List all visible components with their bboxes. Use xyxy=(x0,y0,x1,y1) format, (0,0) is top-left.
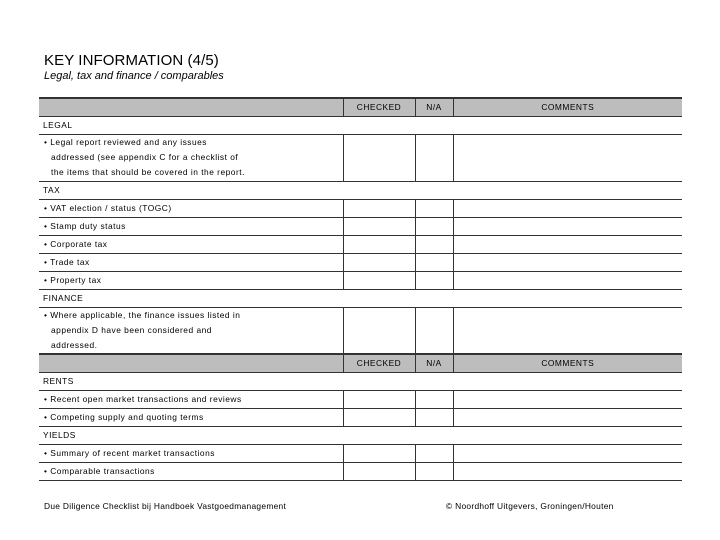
checklist-item-trade-tax: • Trade tax xyxy=(39,254,343,272)
checked-cell[interactable] xyxy=(343,236,415,254)
checklist-item-summary-transactions: • Summary of recent market transactions xyxy=(39,445,343,463)
column-header-checked: CHECKED xyxy=(343,98,415,117)
checklist-row xyxy=(39,445,682,463)
column-header-na: N/A xyxy=(415,354,453,373)
page-title: KEY INFORMATION (4/5) xyxy=(44,52,219,69)
checked-cell[interactable] xyxy=(343,463,415,481)
comments-cell[interactable] xyxy=(453,409,682,427)
checked-cell[interactable] xyxy=(343,200,415,218)
checklist-item-vat: • VAT election / status (TOGC) xyxy=(39,200,343,218)
checklist-row xyxy=(39,409,682,427)
na-cell[interactable] xyxy=(415,200,453,218)
comments-cell[interactable] xyxy=(453,445,682,463)
column-header-comments: COMMENTS xyxy=(453,354,682,373)
checklist-item-finance-issues xyxy=(39,308,343,355)
comments-cell[interactable] xyxy=(453,135,682,182)
item-text-line: the items that should be covered in the report. xyxy=(51,167,245,177)
section-heading-rents: RENTS xyxy=(39,373,682,391)
comments-cell[interactable] xyxy=(453,254,682,272)
na-cell[interactable] xyxy=(415,135,453,182)
checked-cell[interactable] xyxy=(343,218,415,236)
section-row-finance xyxy=(39,290,682,308)
header-blank-cell xyxy=(39,98,343,117)
checked-cell[interactable] xyxy=(343,308,415,355)
checklist-item-stamp-duty: • Stamp duty status xyxy=(39,218,343,236)
na-cell[interactable] xyxy=(415,254,453,272)
checklist-item-property-tax: • Property tax xyxy=(39,272,343,290)
checked-cell[interactable] xyxy=(343,391,415,409)
table-header-row xyxy=(39,354,682,373)
checklist-row xyxy=(39,236,682,254)
comments-cell[interactable] xyxy=(453,200,682,218)
column-header-comments: COMMENTS xyxy=(453,98,682,117)
section-heading-finance: FINANCE xyxy=(39,290,682,308)
checklist-row xyxy=(39,218,682,236)
section-heading-yields: YIELDS xyxy=(39,427,682,445)
checklist-item-comparable-transactions: • Comparable transactions xyxy=(39,463,343,481)
section-row-rents xyxy=(39,373,682,391)
checklist-table-rents-yields xyxy=(39,353,682,481)
header-blank-cell xyxy=(39,354,343,373)
checklist-row xyxy=(39,200,682,218)
checklist-row xyxy=(39,272,682,290)
na-cell[interactable] xyxy=(415,272,453,290)
checklist-row xyxy=(39,463,682,481)
column-header-checked: CHECKED xyxy=(343,354,415,373)
page-subtitle: Legal, tax and finance / comparables xyxy=(44,70,224,82)
footer-copyright: © Noordhoff Uitgevers, Groningen/Houten xyxy=(446,501,614,511)
footer-document-name: Due Diligence Checklist bij Handboek Vastgoedmanagement xyxy=(44,501,287,511)
checklist-table-legal-tax-finance xyxy=(39,97,682,355)
checked-cell[interactable] xyxy=(343,135,415,182)
na-cell[interactable] xyxy=(415,308,453,355)
item-text-line: appendix D have been considered and xyxy=(51,325,212,335)
na-cell[interactable] xyxy=(415,391,453,409)
section-row-legal xyxy=(39,117,682,135)
column-header-na: N/A xyxy=(415,98,453,117)
item-text-line: • Where applicable, the finance issues listed in xyxy=(44,310,241,320)
na-cell[interactable] xyxy=(415,409,453,427)
comments-cell[interactable] xyxy=(453,463,682,481)
comments-cell[interactable] xyxy=(453,272,682,290)
na-cell[interactable] xyxy=(415,218,453,236)
na-cell[interactable] xyxy=(415,463,453,481)
item-text-line: addressed. xyxy=(51,340,98,350)
item-text-line: • Legal report reviewed and any issues xyxy=(44,137,207,147)
na-cell[interactable] xyxy=(415,445,453,463)
checklist-item-legal-report xyxy=(39,135,343,182)
section-heading-tax: TAX xyxy=(39,182,682,200)
checklist-row xyxy=(39,135,682,182)
section-row-yields xyxy=(39,427,682,445)
checklist-item-corporate-tax: • Corporate tax xyxy=(39,236,343,254)
checked-cell[interactable] xyxy=(343,272,415,290)
comments-cell[interactable] xyxy=(453,308,682,355)
table-header-row xyxy=(39,98,682,117)
checked-cell[interactable] xyxy=(343,445,415,463)
checklist-row xyxy=(39,254,682,272)
checked-cell[interactable] xyxy=(343,409,415,427)
checklist-item-competing-supply: • Competing supply and quoting terms xyxy=(39,409,343,427)
comments-cell[interactable] xyxy=(453,391,682,409)
item-text-line: addressed (see appendix C for a checklist of xyxy=(51,152,239,162)
checklist-row xyxy=(39,308,682,355)
comments-cell[interactable] xyxy=(453,236,682,254)
na-cell[interactable] xyxy=(415,236,453,254)
section-heading-legal: LEGAL xyxy=(39,117,682,135)
comments-cell[interactable] xyxy=(453,218,682,236)
checklist-row xyxy=(39,391,682,409)
section-row-tax xyxy=(39,182,682,200)
checklist-item-recent-transactions: • Recent open market transactions and reviews xyxy=(39,391,343,409)
checked-cell[interactable] xyxy=(343,254,415,272)
